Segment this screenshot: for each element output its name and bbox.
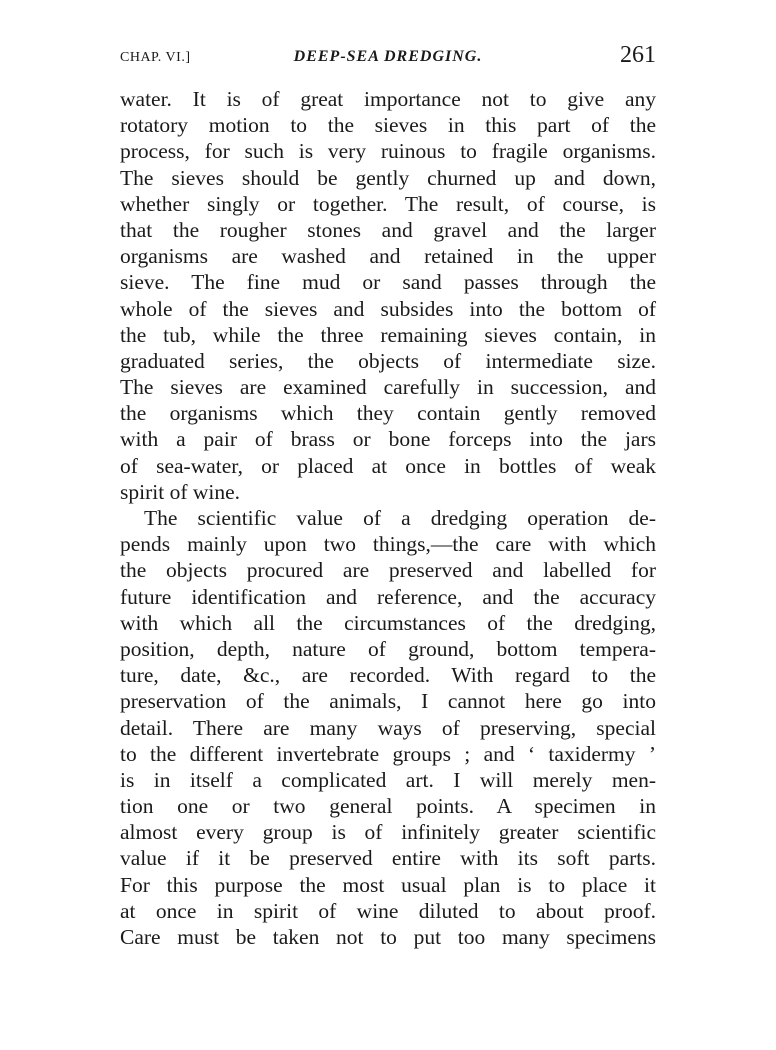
text-line: with a pair of brass or bone forceps into the jars xyxy=(120,427,656,452)
text-line: graduated series, the objects of intermediate size. xyxy=(120,348,656,373)
text-line: tion one or two general points. A specimen in xyxy=(120,794,656,819)
text-line: detail. There are many ways of preserving, special xyxy=(120,715,656,740)
text-line: rotatory motion to the sieves in this part of the xyxy=(120,113,656,138)
text-line: almost every group is of infinitely greater scientific xyxy=(120,820,656,845)
text-line: ture, date, &c., are recorded. With regard to the xyxy=(120,663,656,688)
text-line: whether singly or together. The result, of course, is xyxy=(120,191,656,216)
text-line: sieve. The fine mud or sand passes through the xyxy=(120,270,656,295)
text-line: process, for such is very ruinous to fragile organisms. xyxy=(120,139,656,164)
text-line: to the different invertebrate groups ; and ‘ taxidermy ’ xyxy=(120,741,656,766)
text-line: water. It is of great importance not to give any xyxy=(120,87,656,111)
running-header xyxy=(120,44,656,74)
text-line: The sieves are examined carefully in succession, and xyxy=(120,375,656,400)
text-line: position, depth, nature of ground, bottom tempera- xyxy=(120,636,656,661)
chapter-label: CHAP. VI.] xyxy=(120,50,191,65)
text-line: at once in spirit of wine diluted to about proof. xyxy=(120,898,656,923)
text-line: pends mainly upon two things,—the care with which xyxy=(120,532,656,557)
page-number: 261 xyxy=(620,42,656,68)
text-line: The scientific value of a dredging operation de- xyxy=(144,506,656,530)
text-line: the objects procured are preserved and labelled for xyxy=(120,558,656,583)
text-line: Care must be taken not to put too many specimens xyxy=(120,925,656,949)
text-line: whole of the sieves and subsides into the bottom of xyxy=(120,296,656,321)
text-line: of sea-water, or placed at once in bottles of weak xyxy=(120,453,656,478)
text-line: the organisms which they contain gently removed xyxy=(120,401,656,426)
text-line: that the rougher stones and gravel and the larger xyxy=(120,217,656,242)
running-title: DEEP-SEA DREDGING. xyxy=(293,48,483,65)
text-line: organisms are washed and retained in the upper xyxy=(120,244,656,269)
page-body xyxy=(120,86,656,950)
text-line: spirit of wine. xyxy=(120,479,241,504)
text-line: preservation of the animals, I cannot here go into xyxy=(120,689,656,714)
text-line: is in itself a complicated art. I will merely men- xyxy=(120,767,656,792)
text-line: with which all the circumstances of the dredging, xyxy=(120,610,656,635)
text-line: future identification and reference, and the accuracy xyxy=(120,584,656,609)
text-line: value if it be preserved entire with its soft parts. xyxy=(120,846,656,871)
text-line: For this purpose the most usual plan is to place it xyxy=(120,872,656,897)
text-line: The sieves should be gently churned up and down, xyxy=(120,165,656,190)
text-line: the tub, while the three remaining sieves contain, in xyxy=(120,322,656,347)
